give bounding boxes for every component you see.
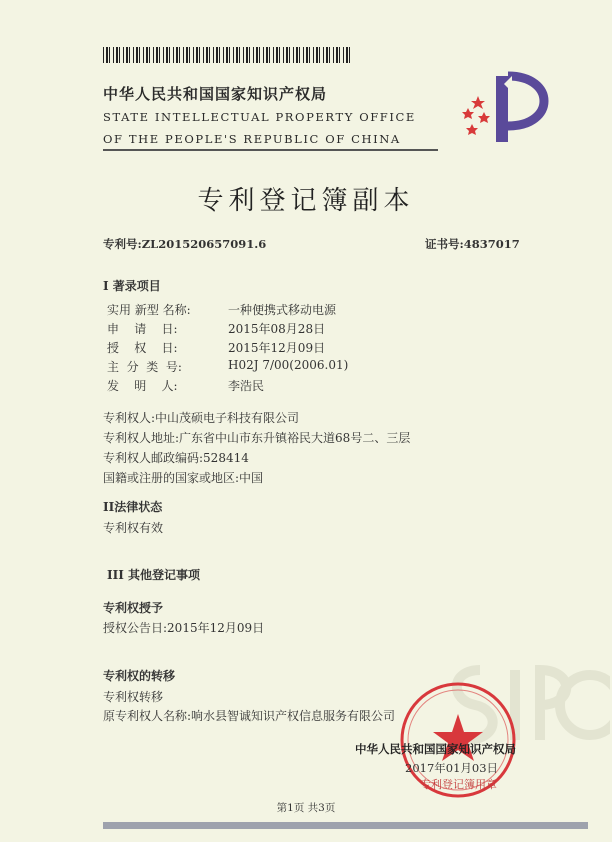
patent-holder-address: 专利权人地址:广东省中山市东升镇裕民大道68号二、三层: [103, 431, 411, 445]
grant-date-value: 2015年12月09日: [228, 341, 326, 355]
certificate-number: 证书号:4837017: [425, 237, 520, 251]
header-rule: [103, 149, 438, 151]
application-date-value: 2015年08月28日: [228, 322, 326, 336]
issue-date: 2017年01月03日: [405, 761, 499, 775]
inventor-label: 发 明 人:: [107, 379, 178, 393]
patent-holder-postcode: 专利权人邮政编码:528414: [103, 451, 249, 465]
seal-label: 专利登记簿用章: [420, 778, 497, 791]
grant-date-label: 授 权 日:: [107, 341, 178, 355]
patent-holder: 专利权人:中山茂硕电子科技有限公司: [103, 411, 300, 425]
classification-value: H02J 7/00(2006.01): [228, 358, 349, 372]
footer-bar: [103, 822, 588, 829]
application-date-label: 申 请 日:: [107, 322, 178, 336]
patent-number: 专利号:ZL201520657091.6: [103, 237, 267, 251]
transfer-label: 专利权转移: [103, 690, 164, 704]
document-title: 专利登记簿副本: [197, 186, 415, 216]
grant-heading: 专利权授予: [103, 601, 164, 615]
page-number: 第1页 共3页: [276, 802, 336, 814]
office-name-en-line2: OF THE PEOPLE'S REPUBLIC OF CHINA: [103, 132, 401, 146]
section-2-heading: II法律状态: [103, 500, 163, 514]
office-name-cn: 中华人民共和国国家知识产权局: [103, 85, 328, 103]
utility-model-name-label: 实用 新型 名称:: [107, 303, 191, 317]
grant-announcement-date: 授权公告日:2015年12月09日: [103, 621, 265, 635]
barcode: [103, 47, 353, 63]
sipo-logo: [460, 62, 560, 148]
transfer-heading: 专利权的转移: [103, 669, 176, 683]
classification-label: 主 分 类 号:: [107, 360, 182, 374]
office-name-en-line1: STATE INTELLECTUAL PROPERTY OFFICE: [103, 110, 416, 124]
inventor-value: 李浩民: [228, 379, 265, 393]
original-holder: 原专利权人名称:响水县智诚知识产权信息服务有限公司: [103, 709, 396, 723]
utility-model-name-value: 一种便携式移动电源: [228, 303, 337, 317]
nationality: 国籍或注册的国家或地区:中国: [103, 471, 264, 485]
issuing-authority: 中华人民共和国国家知识产权局: [355, 742, 516, 756]
section-1-heading: I 著录项目: [103, 279, 161, 293]
section-3-heading: III 其他登记事项: [107, 568, 201, 582]
legal-status: 专利权有效: [103, 521, 164, 535]
